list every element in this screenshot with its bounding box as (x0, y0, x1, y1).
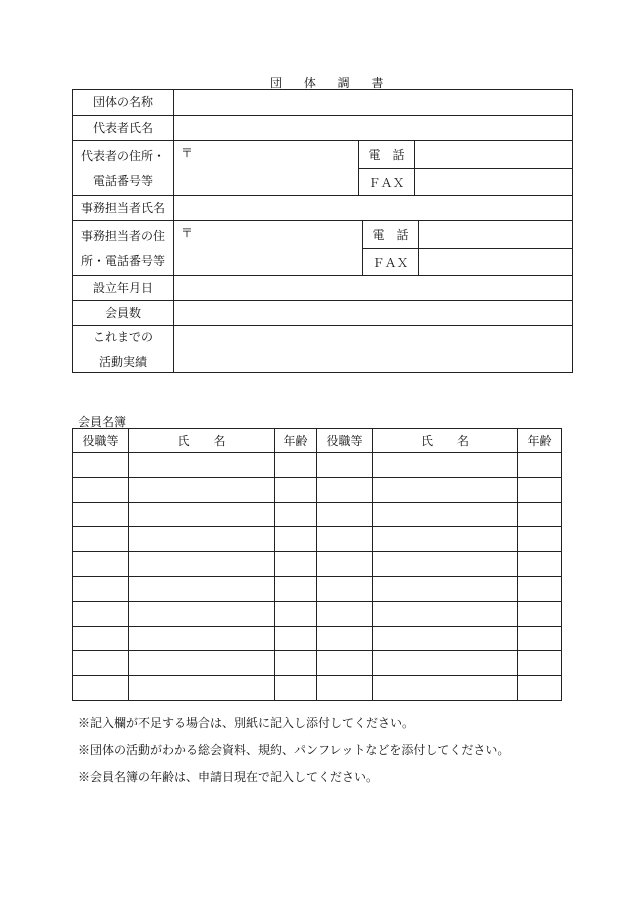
rep-address-label: 代表者の住所・ 電話番号等 (73, 141, 174, 196)
position-cell[interactable] (73, 626, 129, 651)
position-cell[interactable] (73, 601, 129, 626)
name-cell[interactable] (373, 453, 518, 478)
header-name: 氏 名 (129, 429, 275, 453)
founded-label: 設立年月日 (73, 276, 174, 301)
name-cell[interactable] (129, 676, 275, 701)
table-row (73, 477, 562, 502)
age-cell[interactable] (275, 477, 317, 502)
members-table (72, 428, 562, 701)
table-row (73, 601, 562, 626)
achievements-label: これまでの 活動実績 (73, 326, 174, 373)
age-cell[interactable] (275, 552, 317, 577)
position-cell[interactable] (317, 453, 373, 478)
age-cell[interactable] (518, 477, 562, 502)
position-cell[interactable] (317, 626, 373, 651)
age-cell[interactable] (518, 527, 562, 552)
notes (78, 710, 509, 791)
age-cell[interactable] (518, 502, 562, 527)
achievements-row (73, 325, 572, 373)
staff-name-row (73, 195, 572, 221)
position-cell[interactable] (317, 477, 373, 502)
name-cell[interactable] (129, 626, 275, 651)
position-cell[interactable] (73, 502, 129, 527)
name-cell[interactable] (373, 502, 518, 527)
members-section-title: 会員名簿 (78, 415, 127, 429)
header-age: 年齢 (275, 429, 317, 453)
name-cell[interactable] (129, 453, 275, 478)
position-cell[interactable] (317, 601, 373, 626)
age-cell[interactable] (518, 552, 562, 577)
rep-fax-field[interactable] (414, 168, 572, 196)
position-cell[interactable] (73, 576, 129, 601)
age-cell[interactable] (275, 676, 317, 701)
age-cell[interactable] (518, 576, 562, 601)
members-count-field[interactable] (174, 301, 572, 326)
table-row (73, 552, 562, 577)
position-cell[interactable] (73, 676, 129, 701)
name-cell[interactable] (129, 576, 275, 601)
name-cell[interactable] (129, 477, 275, 502)
founded-field[interactable] (174, 276, 572, 301)
staff-address-row (73, 220, 572, 276)
rep-address-row (73, 140, 572, 196)
position-cell[interactable] (73, 453, 129, 478)
age-cell[interactable] (518, 626, 562, 651)
staff-phone-label: 電 話 (362, 221, 418, 248)
age-cell[interactable] (518, 651, 562, 676)
name-cell[interactable] (373, 477, 518, 502)
name-cell[interactable] (373, 676, 518, 701)
position-cell[interactable] (317, 552, 373, 577)
table-row (73, 527, 562, 552)
rep-name-row (73, 115, 572, 141)
staff-name-field[interactable] (174, 196, 572, 221)
staff-address-label: 事務担当者の住 所・電話番号等 (73, 221, 174, 276)
position-cell[interactable] (317, 502, 373, 527)
members-table-body (73, 453, 562, 701)
org-name-row (73, 90, 572, 115)
postal-mark-icon: 〒 (181, 146, 194, 160)
age-cell[interactable] (275, 453, 317, 478)
members-count-label: 会員数 (73, 301, 174, 326)
rep-phone-field[interactable] (414, 141, 572, 168)
org-name-label: 団体の名称 (73, 90, 174, 115)
age-cell[interactable] (518, 453, 562, 478)
org-name-field[interactable] (174, 90, 572, 115)
rep-phone-label: 電 話 (358, 141, 414, 168)
name-cell[interactable] (129, 651, 275, 676)
age-cell[interactable] (275, 626, 317, 651)
founded-row (73, 275, 572, 301)
position-cell[interactable] (73, 552, 129, 577)
position-cell[interactable] (317, 576, 373, 601)
rep-name-label: 代表者氏名 (73, 116, 174, 141)
note-item: ※記入欄が不足する場合は、別紙に記入し添付してください。 (78, 716, 415, 730)
position-cell[interactable] (317, 527, 373, 552)
table-row (73, 676, 562, 701)
postal-mark-icon: 〒 (181, 226, 194, 240)
name-cell[interactable] (373, 626, 518, 651)
header-position: 役職等 (73, 429, 129, 453)
name-cell[interactable] (129, 527, 275, 552)
age-cell[interactable] (275, 527, 317, 552)
rep-name-field[interactable] (174, 116, 572, 141)
staff-fax-label: ＦＡＸ (362, 248, 418, 276)
table-row (73, 626, 562, 651)
table-row (73, 651, 562, 676)
note-item: ※団体の活動がわかる総会資料、規約、パンフレットなどを添付してください。 (78, 743, 510, 757)
table-row (73, 576, 562, 601)
name-cell[interactable] (373, 552, 518, 577)
table-row (73, 502, 562, 527)
staff-phone-field[interactable] (418, 221, 572, 248)
position-cell[interactable] (317, 651, 373, 676)
age-cell[interactable] (518, 601, 562, 626)
position-cell[interactable] (73, 527, 129, 552)
header-position: 役職等 (317, 429, 373, 453)
name-cell[interactable] (373, 651, 518, 676)
achievements-field[interactable] (174, 326, 572, 373)
members-count-row (73, 300, 572, 326)
age-cell[interactable] (275, 502, 317, 527)
organization-form (72, 89, 573, 373)
age-cell[interactable] (275, 601, 317, 626)
name-cell[interactable] (129, 601, 275, 626)
members-header-row (73, 429, 562, 453)
age-cell[interactable] (275, 576, 317, 601)
position-cell[interactable] (317, 676, 373, 701)
name-cell[interactable] (373, 527, 518, 552)
position-cell[interactable] (73, 651, 129, 676)
age-cell[interactable] (275, 651, 317, 676)
name-cell[interactable] (373, 576, 518, 601)
staff-fax-field[interactable] (418, 248, 572, 276)
rep-fax-label: ＦＡＸ (358, 168, 414, 196)
staff-name-label: 事務担当者氏名 (73, 196, 174, 221)
header-age: 年齢 (518, 429, 562, 453)
name-cell[interactable] (129, 502, 275, 527)
name-cell[interactable] (373, 601, 518, 626)
document-title: 団 体 調 書 (270, 76, 393, 90)
name-cell[interactable] (129, 552, 275, 577)
note-item: ※会員名簿の年齢は、申請日現在で記入してください。 (78, 770, 379, 784)
position-cell[interactable] (73, 477, 129, 502)
age-cell[interactable] (518, 676, 562, 701)
header-name: 氏 名 (373, 429, 518, 453)
table-row (73, 453, 562, 478)
